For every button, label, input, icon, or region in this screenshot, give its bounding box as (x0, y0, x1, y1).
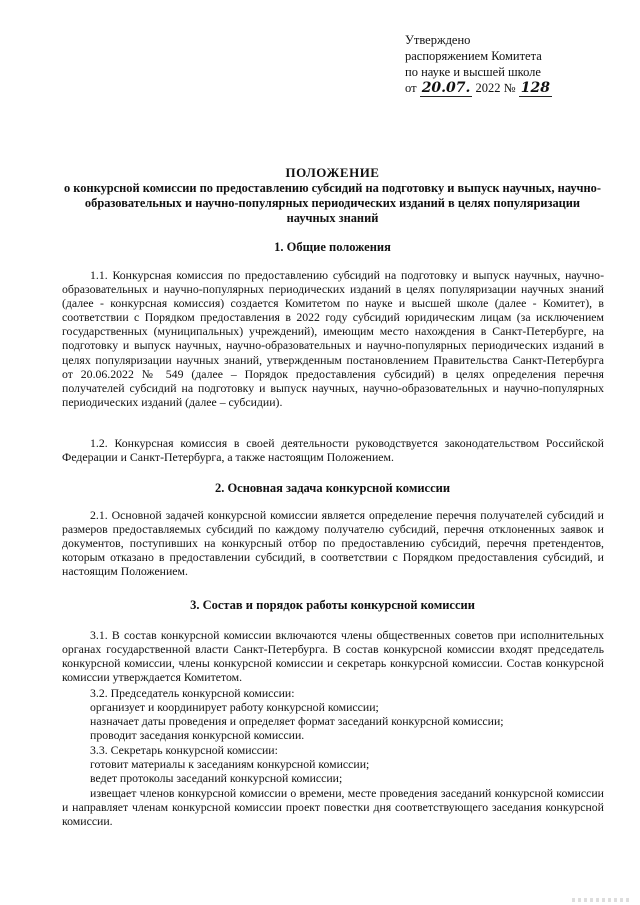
paragraph-3-3-a: готовит материалы к заседаниям конкурсной комиссии; (90, 757, 370, 771)
paragraph-1-2: 1.2. Конкурсная комиссия в своей деятельности руководствуется законодательством Российской Федерации и Санкт-Петербурга, а также настоящим Положением. (62, 436, 604, 465)
paragraph-2-1: 2.1. Основной задачей конкурсной комиссии является определение перечня получателей субсидий и размеров предоставляемых субсидий по каждому получателю субсидий, перечня отклоненных заявок и документов, поступивших на конкурсный отбор по предоставлению субсидий, перечня претендентов, которым отказано в предоставлении субсидий, в соответствии с Порядком предоставления субсидий, и настоящим Положением. (62, 508, 604, 579)
approval-line-3: по науке и высшей школе (405, 65, 541, 79)
handwritten-number: 128 (520, 80, 550, 96)
paragraph-3-2-c: проводит заседания конкурсной комиссии. (90, 728, 305, 742)
paragraph-3-2: 3.2. Председатель конкурсной комиссии: (90, 686, 295, 700)
approval-date-line (405, 80, 625, 96)
section-3-heading: 3. Состав и порядок работы конкурсной комиссии (190, 598, 475, 612)
paragraph-1-1: 1.1. Конкурсная комиссия по предоставлению субсидий на подготовку и выпуск научных, научно-образовательных и научно-популярных периодических изданий в целях популяризации научных знаний (далее - конкурсная комиссия) создается Комитетом по науке и высшей школе (далее - Комитет), в соответствии с Порядком предоставления в 2022 году субсидий юридическим лицам (за исключением государственных (муниципальных) учреждений), имеющим место нахождения в Санкт-Петербурге, на подготовку и выпуск научных, научно-образовательных и научно-популярных периодических изданий в целях популяризации научных знаний, утвержденным постановлением Правительства Санкт-Петербурга от 20.06.2022 № 549 (далее – Порядок предоставления субсидий) в целях определения перечня получателей субсидий на подготовку и выпуск научных, научно-образовательных и научно-популярных периодических изданий (далее – субсидии). (62, 268, 604, 409)
paragraph-3-2-b: назначает даты проведения и определяет формат заседаний конкурсной комиссии; (90, 714, 504, 728)
approval-line-1: Утверждено (405, 33, 471, 47)
paragraph-3-3: 3.3. Секретарь конкурсной комиссии: (90, 743, 278, 757)
date-prefix: от (405, 81, 417, 95)
handwritten-date: 20.07. (421, 80, 471, 96)
year-text: 2022 № (475, 81, 516, 95)
document-title (60, 165, 605, 226)
section-1-heading: 1. Общие положения (274, 240, 391, 254)
paragraph-3-3-b: ведет протоколы заседаний конкурсной комиссии; (90, 771, 343, 785)
paragraph-3-2-a: организует и координирует работу конкурсной комиссии; (90, 700, 379, 714)
scan-artifact (572, 898, 632, 902)
paragraph-3-3-c: извещает членов конкурсной комиссии о времени, месте проведения заседаний конкурсной комиссии и направляет членам конкурсной комиссии проект повестки дня соответствующего заседания конкурсной комиссии. (62, 786, 604, 829)
approval-line-2: распоряжением Комитета (405, 49, 542, 63)
paragraph-3-1: 3.1. В состав конкурсной комиссии включаются члены общественных советов при исполнительных органах государственной власти Санкт-Петербурга. В состав конкурсной комиссии входят председатель конкурсной комиссии, члены конкурсной комиссии и секретарь конкурсной комиссии. Состав конкурсной комиссии утверждается Комитетом. (62, 628, 604, 685)
title-subtitle: о конкурсной комиссии по предоставлению субсидий на подготовку и выпуск научных, научно-образовательных и научно-популярных периодических изданий в целях популяризации научных знаний (64, 181, 601, 225)
section-2-heading: 2. Основная задача конкурсной комиссии (214, 481, 451, 495)
title-main: ПОЛОЖЕНИЕ (285, 165, 380, 180)
approval-stamp (405, 32, 625, 96)
